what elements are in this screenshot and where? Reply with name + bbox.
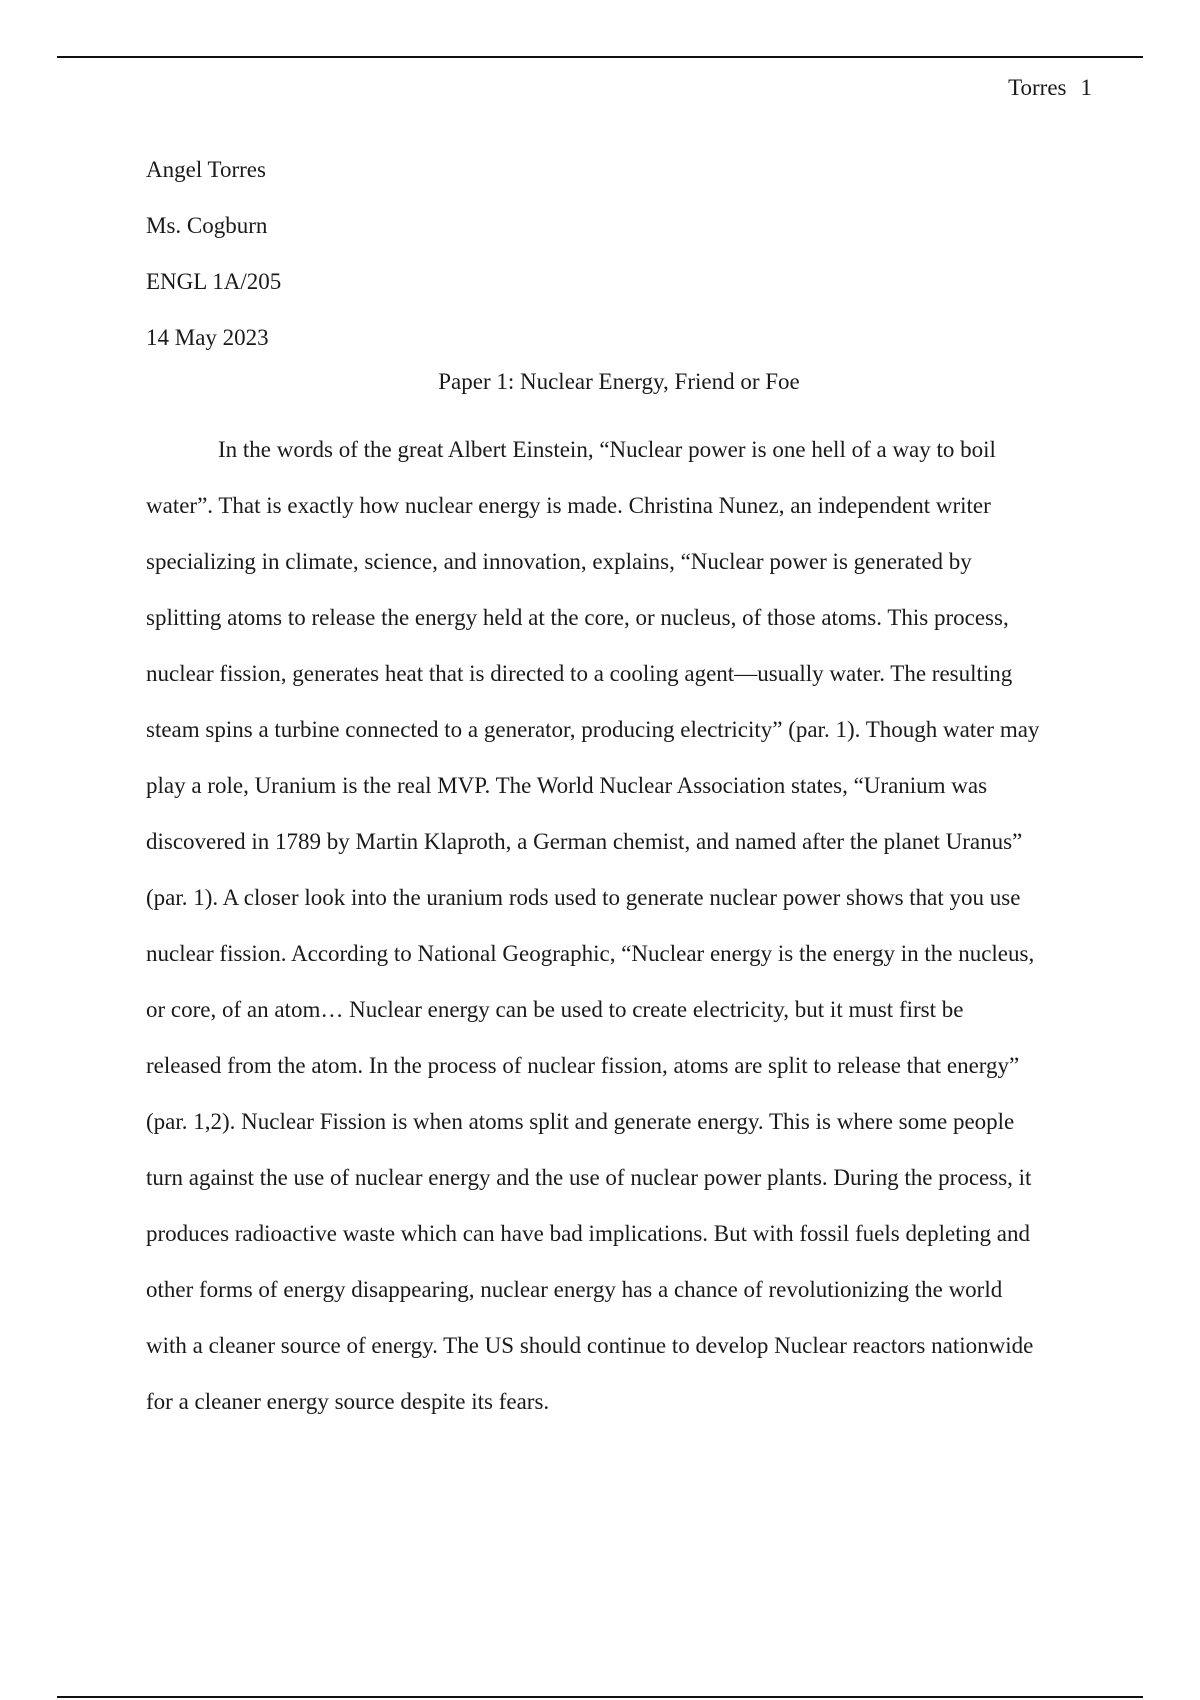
body-paragraph [146,422,1096,1430]
paragraph-line: (par. 1,2). Nuclear Fission is when atoms split and generate energy. This is where some people [146,1109,1015,1134]
page-number: 1 [1080,75,1092,100]
mla-heading [146,142,1096,366]
running-head [1008,72,1092,104]
paragraph-line: for a cleaner energy source despite its fears. [146,1389,550,1414]
paragraph-line: nuclear fission. According to National Geographic, “Nuclear energy is the energy in the nucleus, [146,941,1035,966]
running-head-surname: Torres [1008,75,1067,100]
paper-title: Paper 1: Nuclear Energy, Friend or Foe [438,369,800,394]
paragraph-line: (par. 1). A closer look into the uranium rods used to generate nuclear power shows that you use [146,885,1021,910]
paragraph-line: nuclear fission, generates heat that is directed to a cooling agent—usually water. The resulting [146,661,1013,686]
paragraph-line: with a cleaner source of energy. The US should continue to develop Nuclear reactors nationwide [146,1333,1034,1358]
bottom-page-border [57,1696,1143,1698]
instructor-name: Ms. Cogburn [146,213,268,238]
paragraph-line: other forms of energy disappearing, nuclear energy has a chance of revolutionizing the world [146,1277,1003,1302]
paragraph-line: released from the atom. In the process of nuclear fission, atoms are split to release that energy” [146,1053,1020,1078]
course-name: ENGL 1A/205 [146,269,282,294]
paragraph-line: specializing in climate, science, and innovation, explains, “Nuclear power is generated by [146,549,972,574]
paragraph-line: splitting atoms to release the energy held at the core, or nucleus, of those atoms. This process, [146,605,1009,630]
paragraph-line: produces radioactive waste which can have bad implications. But with fossil fuels depleting and [146,1221,1030,1246]
top-page-border [57,56,1143,58]
paragraph-line: turn against the use of nuclear energy and the use of nuclear power plants. During the process, it [146,1165,1032,1190]
student-name: Angel Torres [146,157,266,182]
paragraph-line: steam spins a turbine connected to a generator, producing electricity” (par. 1). Though water may [146,717,1040,742]
paragraph-line: water”. That is exactly how nuclear energy is made. Christina Nunez, an independent writer [146,493,991,518]
paragraph-line: or core, of an atom… Nuclear energy can be used to create electricity, but it must first be [146,997,964,1022]
paragraph-line: discovered in 1789 by Martin Klaproth, a German chemist, and named after the planet Uranus” [146,829,1023,854]
paragraph-line: play a role, Uranium is the real MVP. The World Nuclear Association states, “Uranium was [146,773,988,798]
paragraph-line: In the words of the great Albert Einstein, “Nuclear power is one hell of a way to boil [218,437,996,462]
paper-date: 14 May 2023 [146,325,269,350]
